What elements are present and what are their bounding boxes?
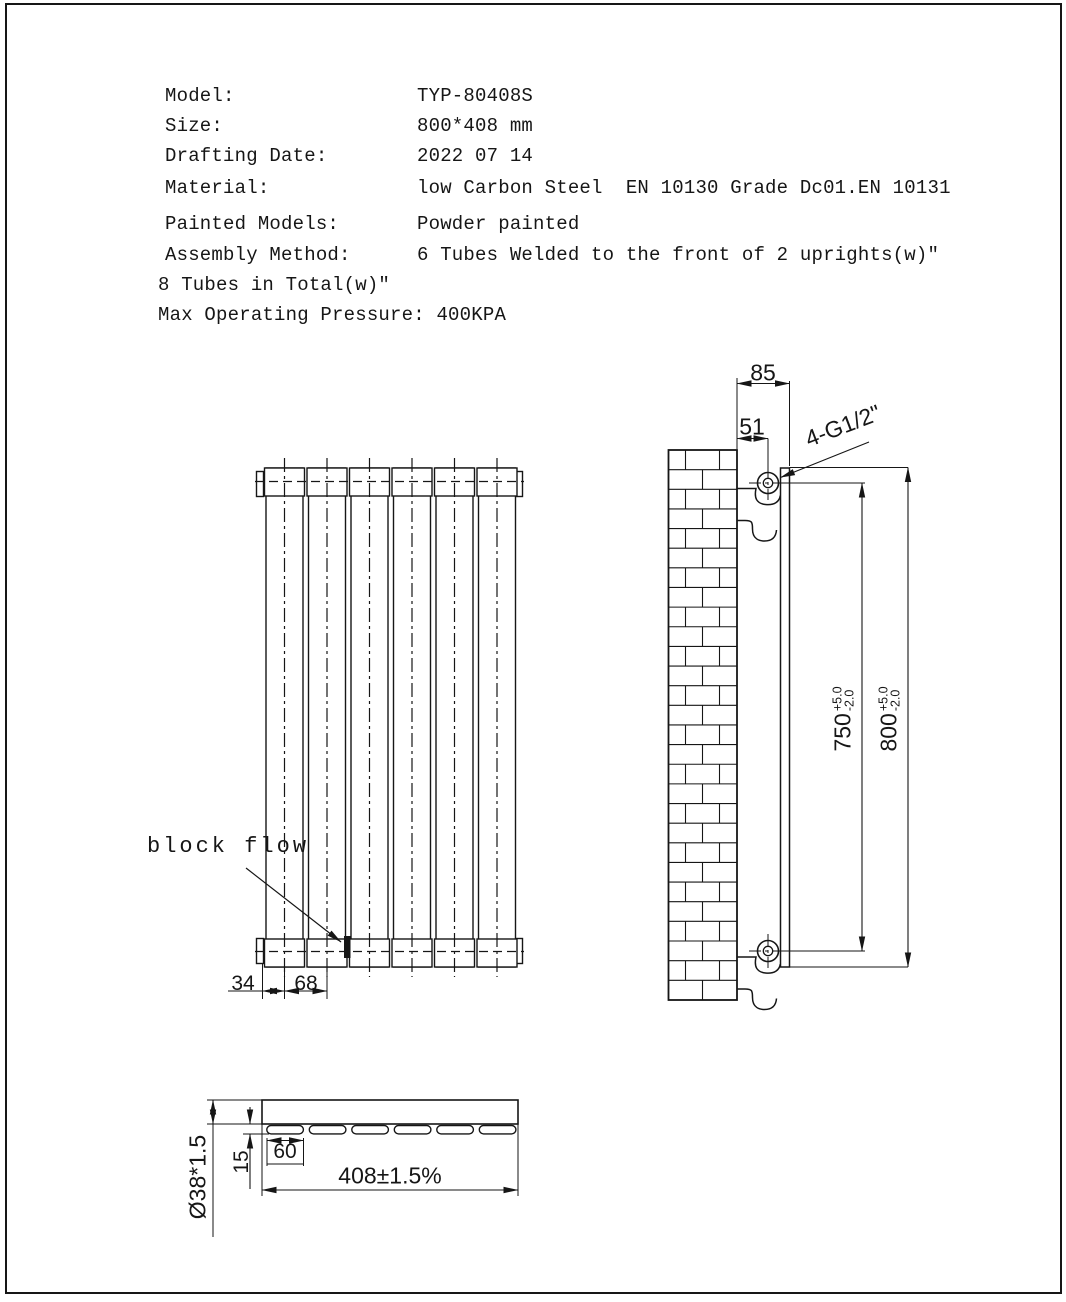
- spec-label: Drafting Date:: [165, 145, 328, 167]
- dimension-68: 68: [294, 972, 318, 995]
- upright-plate-section: [262, 1100, 518, 1124]
- dimension-750-minus-tol: -2.0: [842, 689, 856, 712]
- dimension-800-value: 800: [875, 713, 902, 752]
- spec-value: 6 Tubes Welded to the front of 2 uprights(w)": [417, 244, 940, 266]
- dimension-overall-width: 408±1.5%: [338, 1162, 442, 1189]
- spec-label: Material:: [165, 177, 270, 199]
- spec-label: Assembly Method:: [165, 244, 351, 266]
- dimension-15: 15: [230, 1150, 253, 1174]
- connection-ports: [758, 473, 779, 962]
- spec-label: Size:: [165, 115, 224, 137]
- side-dimension-lines: [737, 384, 908, 968]
- dimension-750-value: 750: [829, 713, 856, 752]
- dimension-51: 51: [739, 413, 765, 440]
- radiator-tubes: [265, 468, 518, 967]
- dimension-85: 85: [750, 359, 776, 386]
- spec-value: 800*408 mm: [417, 115, 534, 137]
- port-centerlines: [749, 466, 801, 968]
- mounting-bracket-bottom: [737, 957, 780, 1010]
- side-view: [669, 378, 909, 1010]
- spec-label: Painted Models:: [165, 213, 340, 235]
- spec-label: Model:: [165, 85, 235, 107]
- dimension-tube-diameter: Ø38*1.5: [184, 1134, 211, 1220]
- front-view: [228, 458, 524, 999]
- dimension-750-plus-tol: +5.0: [830, 686, 844, 712]
- spec-value: 2022 07 14: [417, 145, 534, 167]
- spec-line-tubes-total: 8 Tubes in Total(w)": [158, 274, 391, 296]
- dimension-60: 60: [273, 1140, 297, 1163]
- dimension-800: [876, 686, 903, 751]
- spec-value: Powder painted: [417, 213, 580, 235]
- spec-value: TYP-80408S: [417, 85, 534, 107]
- flat-tube-sections: [267, 1126, 516, 1134]
- spec-line-max-pressure: Max Operating Pressure: 400KPA: [158, 304, 507, 326]
- block-flow-label: block flow: [147, 834, 310, 859]
- radiator-side-profile: [781, 468, 790, 967]
- dimension-800-plus-tol: +5.0: [876, 686, 890, 712]
- side-extension-lines: [737, 378, 908, 967]
- flow-blocker-mark: [344, 936, 351, 958]
- dimension-750: [830, 686, 857, 751]
- spec-value: low Carbon Steel EN 10130 Grade Dc01.EN 10131: [417, 177, 951, 199]
- mounting-bracket-top: [737, 489, 780, 542]
- dimension-800-minus-tol: -2.0: [888, 689, 902, 712]
- port-thread-label: 4-G1/2": [801, 399, 885, 452]
- dimension-34: 34: [231, 972, 255, 995]
